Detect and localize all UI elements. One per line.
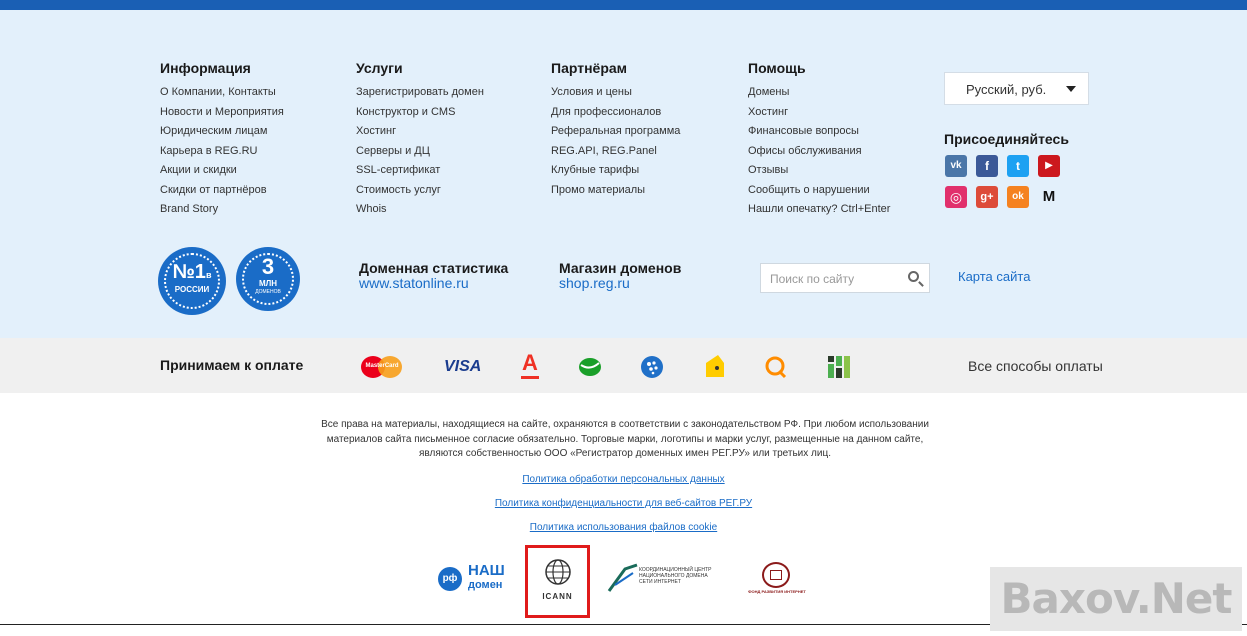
footer-link[interactable]: Финансовые вопросы bbox=[748, 125, 859, 137]
search-icon[interactable] bbox=[908, 271, 919, 282]
cctld-line: НАЦИОНАЛЬНОГО ДОМЕНА bbox=[639, 573, 708, 579]
footer-column-info bbox=[160, 60, 284, 223]
badge-big: 3 bbox=[261, 254, 275, 279]
footer-link[interactable]: Whois bbox=[356, 203, 387, 215]
fund-internet-logo[interactable] bbox=[742, 562, 812, 598]
footer-column-partners bbox=[551, 60, 680, 203]
footer-link[interactable]: Отзывы bbox=[748, 164, 789, 176]
privacy-websites-link[interactable]: Политика конфиденциальности для веб-сайтов РЕГ.РУ bbox=[494, 498, 753, 509]
twitter-icon[interactable]: t bbox=[1007, 155, 1029, 177]
footer-link[interactable]: Карьера в REG.RU bbox=[160, 144, 258, 157]
column-title: Помощь bbox=[748, 60, 806, 76]
sitemap-link[interactable]: Карта сайта bbox=[958, 269, 1031, 284]
watermark: Baxov.Net bbox=[990, 567, 1242, 631]
legal-line: материалов сайта письменное согласие обязательно. Торговые марки, логотипы и марки услуг, размещенные на данном сайте, bbox=[326, 433, 924, 445]
payments-title: Принимаем к оплате bbox=[160, 357, 304, 373]
column-title: Информация bbox=[160, 60, 251, 76]
badge-small: в bbox=[205, 270, 212, 280]
rf-icon: рф bbox=[438, 567, 462, 591]
mastercard-icon[interactable] bbox=[361, 356, 403, 378]
odnoklassniki-icon[interactable]: ok bbox=[1007, 186, 1029, 208]
domain-stats-link[interactable]: www.statonline.ru bbox=[359, 275, 469, 291]
icann-logo[interactable] bbox=[525, 545, 590, 618]
footer-link[interactable]: Акции и скидки bbox=[160, 164, 237, 176]
footer-link[interactable]: Хостинг bbox=[748, 105, 789, 118]
alfa-label: А bbox=[522, 350, 538, 375]
visa-icon[interactable]: VISA bbox=[444, 358, 482, 375]
legal-line: являются собственностью ООО «Регистратор доменных имен РЕГ.РУ» или третьих лиц. bbox=[419, 448, 831, 459]
nash-domen-line2: домен bbox=[468, 579, 503, 591]
footer-link[interactable]: Хостинг bbox=[356, 125, 397, 137]
nash-domen-logo[interactable] bbox=[438, 563, 518, 595]
footer-link[interactable]: Для профессионалов bbox=[551, 105, 662, 118]
language-select[interactable] bbox=[944, 72, 1089, 105]
badge-number-one bbox=[158, 247, 226, 315]
footer-link[interactable]: Зарегистрировать домен bbox=[356, 86, 484, 98]
footer-link[interactable]: SSL-сертификат bbox=[356, 164, 441, 176]
cctld-icon bbox=[607, 563, 639, 593]
nash-domen-line1: НАШ bbox=[468, 562, 505, 579]
vk-icon[interactable]: vk bbox=[945, 155, 967, 177]
footer-link[interactable]: О Компании, Контакты bbox=[160, 86, 276, 98]
footer-link[interactable]: Юридическим лицам bbox=[160, 125, 268, 137]
footer-link[interactable]: Реферальная программа bbox=[551, 125, 681, 137]
domain-shop-title: Магазин доменов bbox=[559, 260, 682, 276]
fund-label: ФОНД РАЗВИТИЯ ИНТЕРНЕТ bbox=[748, 589, 806, 594]
footer-link[interactable]: Конструктор и CMS bbox=[356, 105, 456, 118]
language-value: Русский, руб. bbox=[966, 82, 1047, 97]
badge-3-million bbox=[236, 247, 300, 311]
column-title: Партнёрам bbox=[551, 60, 628, 76]
footer-link[interactable]: Стоимость услуг bbox=[356, 183, 441, 196]
footer-link[interactable]: Промо материалы bbox=[551, 183, 646, 196]
site-search-input[interactable] bbox=[760, 263, 930, 293]
footer-link[interactable]: Новости и Мероприятия bbox=[160, 105, 284, 118]
footer-link[interactable]: Нашли опечатку? Ctrl+Enter bbox=[748, 203, 891, 215]
sberbank-icon[interactable] bbox=[578, 357, 602, 377]
mastercard-label: MasterCard bbox=[365, 363, 399, 369]
qiwi-icon[interactable] bbox=[764, 355, 788, 379]
search-placeholder: Поиск по сайту bbox=[770, 272, 855, 286]
footer-link[interactable]: Клубные тарифы bbox=[551, 164, 640, 176]
instagram-icon[interactable]: ◎ bbox=[945, 186, 967, 208]
legal-text bbox=[270, 418, 980, 462]
wallet-icon[interactable] bbox=[826, 354, 852, 380]
footer-link[interactable]: Офисы обслуживания bbox=[748, 144, 862, 157]
footer-link[interactable]: Серверы и ДЦ bbox=[356, 144, 430, 157]
footer-link[interactable]: REG.API, REG.Panel bbox=[551, 144, 657, 157]
googleplus-icon[interactable]: g+ bbox=[976, 186, 998, 208]
all-payment-methods-link[interactable]: Все способы оплаты bbox=[968, 358, 1103, 374]
moikrug-icon[interactable]: M bbox=[1042, 188, 1056, 205]
chevron-down-icon bbox=[1066, 86, 1076, 92]
facebook-icon[interactable]: f bbox=[976, 155, 998, 177]
youtube-icon[interactable]: ▶ bbox=[1038, 155, 1060, 177]
top-bar bbox=[0, 0, 1247, 10]
footer-link[interactable]: Условия и цены bbox=[551, 86, 632, 98]
domain-stats-title: Доменная статистика bbox=[359, 260, 509, 276]
footer-link[interactable]: Сообщить о нарушении bbox=[748, 183, 870, 196]
webmoney-icon[interactable] bbox=[640, 355, 664, 379]
cctld-line: КООРДИНАЦИОННЫЙ ЦЕНТР bbox=[639, 567, 712, 573]
alfa-bank-icon[interactable] bbox=[520, 352, 540, 380]
social-title: Присоединяйтесь bbox=[944, 131, 1069, 147]
cookie-policy-link[interactable]: Политика использования файлов cookie bbox=[529, 522, 718, 533]
cctld-logo[interactable] bbox=[607, 563, 727, 593]
badge-small: МЛН bbox=[258, 279, 278, 288]
icann-label: ICANN bbox=[542, 592, 573, 601]
legal-line: Все права на материалы, находящиеся на сайте, охраняются в соответствии с законодательством РФ. При любом использовании bbox=[321, 419, 929, 430]
payments-strip bbox=[0, 338, 1247, 393]
domain-shop-link[interactable]: shop.reg.ru bbox=[559, 275, 630, 291]
badge-caption: РОССИИ bbox=[174, 285, 210, 294]
footer-link[interactable]: Домены bbox=[748, 86, 790, 98]
fund-icon bbox=[762, 562, 790, 588]
privacy-policy-link[interactable]: Политика обработки персональных данных bbox=[522, 474, 725, 485]
footer-column-help bbox=[748, 60, 890, 223]
globe-icon bbox=[544, 558, 572, 586]
footer-link[interactable]: Brand Story bbox=[160, 203, 219, 215]
badge-big: №1 bbox=[172, 261, 206, 283]
footer-link[interactable]: Скидки от партнёров bbox=[160, 183, 267, 196]
cctld-line: СЕТИ ИНТЕРНЕТ bbox=[639, 579, 681, 585]
column-title: Услуги bbox=[356, 60, 403, 76]
yandex-money-icon[interactable] bbox=[704, 353, 726, 379]
badge-caption: ДОМЕНОВ bbox=[255, 289, 281, 295]
footer-column-services bbox=[356, 60, 484, 223]
